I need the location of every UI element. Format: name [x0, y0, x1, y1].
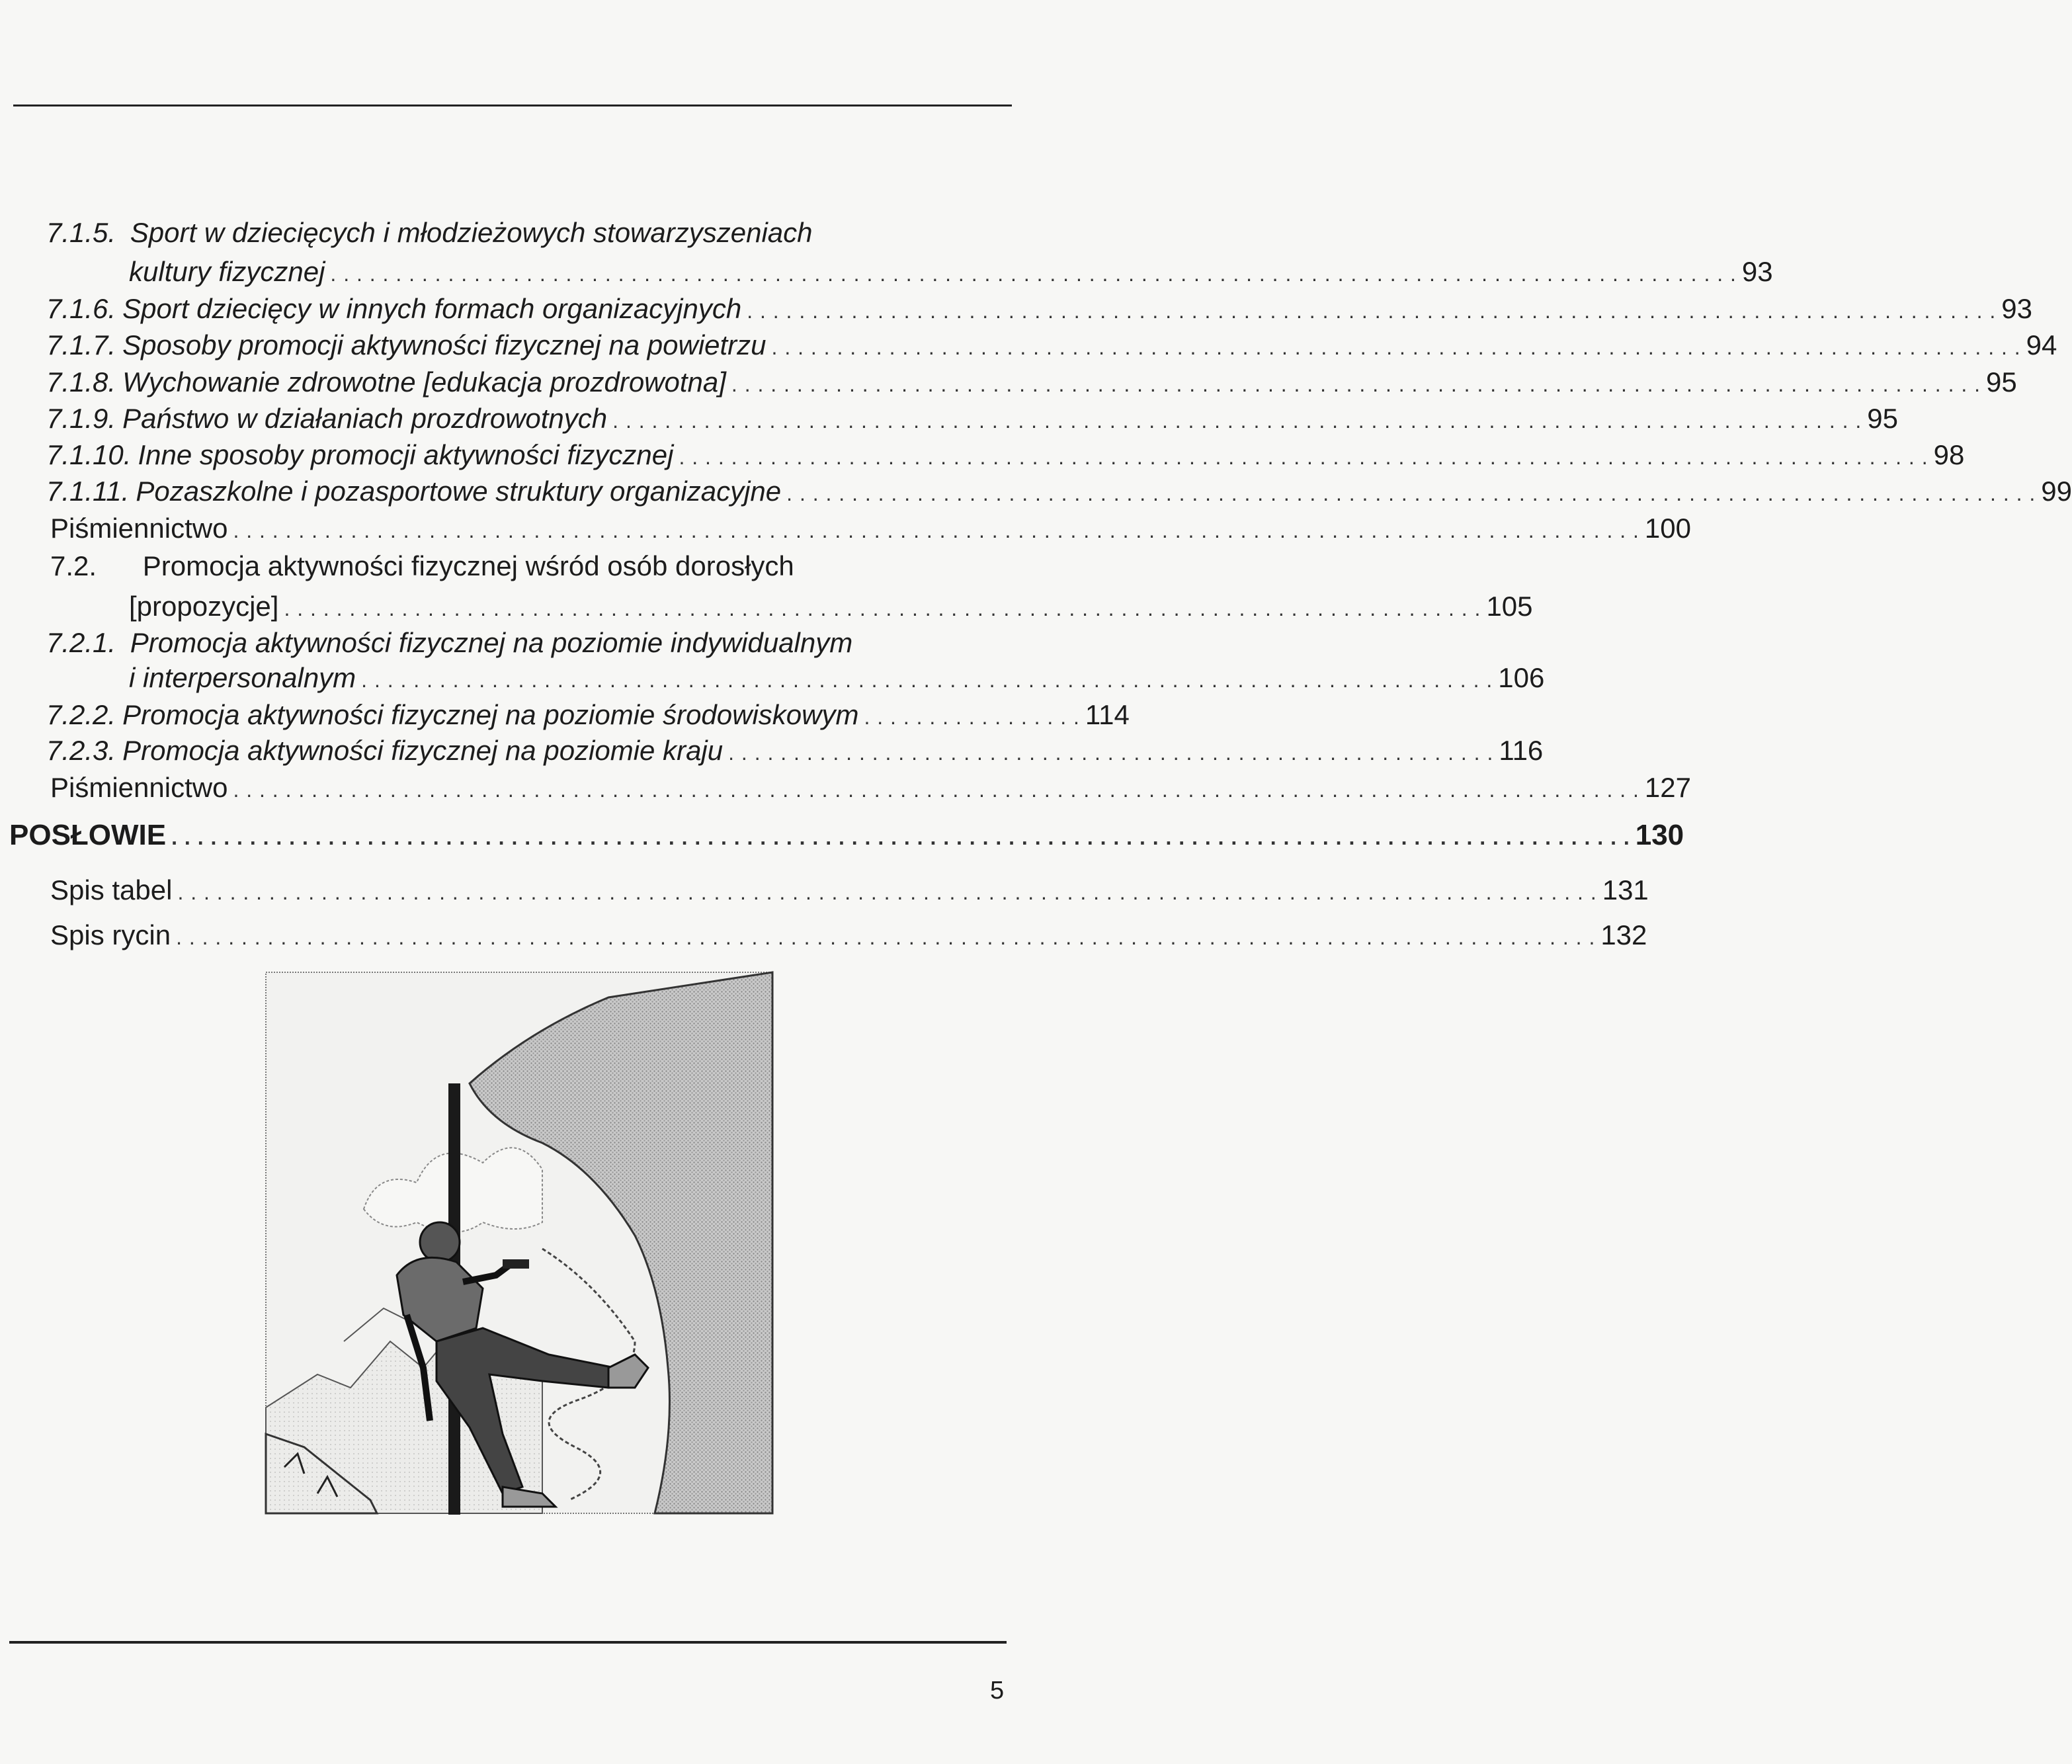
toc-page: 114 [1085, 699, 1130, 730]
toc-leader-dots: . . . . . . . . . . . . . . . . . [864, 705, 1080, 729]
toc-entry-7-1-7[interactable] [46, 329, 2057, 360]
toc-number: 7.2.1. [46, 627, 116, 658]
toc-entry-7-1-11[interactable] [46, 476, 2072, 507]
toc-entry-7-1-5[interactable] [46, 217, 813, 249]
toc-page: 127 [1644, 772, 1691, 803]
toc-leader-dots: . . . . . . . . . . . . . . . . . . . . . . . . . . . . . . . . . . . . . . . . . . . . . . . . . . . . . . . . . . . . . . . . . . . . . . . . . . . . . . . . . . . . . . . . . . . . . . . . . . . . . . . . . . . . [233, 519, 1639, 542]
toc-title: Promocja aktywności fizycznej wśród osób dorosłych [142, 550, 794, 581]
toc-page: 132 [1600, 919, 1647, 950]
toc-title: Promocja aktywności fizycznej na poziomie kraju [122, 735, 724, 766]
toc-number: 7.1.6. [46, 293, 116, 324]
toc-entry-7-1-8[interactable] [46, 366, 2017, 398]
toc-title: Piśmiennictwo [50, 513, 228, 544]
toc-title: POSŁOWIE [9, 819, 167, 851]
toc-entry-7-1-5-cont[interactable] [129, 256, 1773, 287]
toc-title: Spis tabel [50, 874, 173, 905]
toc-entry-list-of-tables[interactable] [50, 874, 1649, 905]
toc-page: 100 [1644, 513, 1691, 544]
toc-page: 95 [1986, 366, 2017, 398]
toc-entry-7-1-10[interactable] [46, 439, 1965, 470]
climber-illustration [265, 971, 774, 1515]
toc-page: 98 [1933, 439, 1965, 470]
toc-title: Sposoby promocji aktywności fizycznej na powietrzu [122, 329, 767, 360]
toc-title: Sport w dziecięcych i młodzieżowych stowarzyszeniach [130, 217, 813, 248]
page-number: 5 [990, 1677, 1005, 1704]
toc-entry-7-2-cont[interactable] [129, 591, 1533, 622]
toc-title: Promocja aktywności fizycznej na poziomie indywidualnym [130, 627, 853, 658]
toc-title: Wychowanie zdrowotne [edukacja prozdrowotna] [122, 366, 726, 398]
toc-number: 7.1.5. [46, 217, 116, 248]
toc-entry-list-of-figures[interactable] [50, 919, 1647, 950]
toc-leader-dots: . . . . . . . . . . . . . . . . . . . . . . . . . . . . . . . . . . . . . . . . . . . . . . . . . . . . . . . . . . . . . . . . . . . . . . . . . . . . . . . . . . . . . . . . . . . . . . . . [612, 409, 1862, 433]
toc-number: 7.1.8. [46, 366, 116, 398]
toc-title: Sport dziecięcy w innych formach organizacyjnych [122, 293, 742, 324]
toc-leader-dots: . . . . . . . . . . . . . . . . . . . . . . . . . . . . . . . . . . . . . . . . . . . . . . . . . . . . . . . . . . . . . . . . . . . . . . . . . . . . . . . . . . . . . . . . . . . . [284, 597, 1481, 620]
toc-leader-dots: . . . . . . . . . . . . . . . . . . . . . . . . . . . . . . . . . . . . . . . . . . . . . . . . . . . . . . . . . . . . . . . . . . . . . . . . . . . . . . . . . . . . . . . . . . . . . . . . . . . . . . . . . . . . . . . . [171, 825, 1630, 849]
toc-page: 99 [2041, 476, 2072, 507]
toc-page: 106 [1498, 662, 1545, 693]
toc-number: 7.1.7. [46, 329, 116, 360]
toc-entry-7-2-2[interactable] [46, 699, 1130, 730]
toc-number: 7.2. [50, 550, 97, 581]
toc-entry-7-2-1-cont[interactable] [129, 662, 1545, 693]
toc-page: 93 [1741, 256, 1773, 287]
toc-leader-dots: . . . . . . . . . . . . . . . . . . . . . . . . . . . . . . . . . . . . . . . . . . . . . . . . . . . . . . . . . . . . . . . . . . . . . . . . . . . . . . . . . . . . . . . . . . . . . . . . [771, 335, 2021, 359]
toc-title: Promocja aktywności fizycznej na poziomie środowiskowym [122, 699, 859, 730]
toc-entry-afterword[interactable] [9, 819, 1684, 851]
toc-page: 94 [2026, 329, 2057, 360]
toc-number: 7.2.3. [46, 735, 116, 766]
toc-number: 7.1.11. [46, 476, 130, 507]
toc-number: 7.1.9. [46, 403, 116, 434]
toc-leader-dots: . . . . . . . . . . . . . . . . . . . . . . . . . . . . . . . . . . . . . . . . . . . . . . . . . . . . . . . . . . . . . . . . . . . . . . . . . . . . . . . . . . . . . . . . . . . . . . . . [786, 482, 2036, 505]
toc-entry-7-2-3[interactable] [46, 735, 1544, 766]
toc-leader-dots: . . . . . . . . . . . . . . . . . . . . . . . . . . . . . . . . . . . . . . . . . . . . . . . . . . . . . . . . . . . . . . . . . . . . . . . . . . . . . . . . . . . . . . . . . . . . . . . . . . . . . . . . . . . . . [176, 925, 1596, 949]
toc-title: Spis rycin [50, 919, 171, 950]
toc-page: 93 [2001, 293, 2033, 324]
toc-title: Pozaszkolne i pozasportowe struktury organizacyjne [136, 476, 782, 507]
toc-leader-dots: . . . . . . . . . . . . . . . . . . . . . . . . . . . . . . . . . . . . . . . . . . . . . . . . . . . . . . . . . . . . . . . . . . . . . . . . . . . . . . . . . . . . . . . . . . . . . . . . . . . . . . . . . . . . . [177, 880, 1597, 904]
toc-entry-7-2-1[interactable] [46, 627, 852, 659]
toc-page: 105 [1486, 591, 1533, 622]
toc-page: 95 [1867, 403, 1898, 434]
toc-entry-7-2[interactable] [50, 550, 794, 582]
toc-leader-dots: . . . . . . . . . . . . . . . . . . . . . . . . . . . . . . . . . . . . . . . . . . . . . . . . . . . . . . . . . . . . . . . . . . . . . . . . . . . . . . . . . . . . . . . [361, 668, 1493, 692]
toc-leader-dots: . . . . . . . . . . . . . . . . . . . . . . . . . . . . . . . . . . . . . . . . . . . . . . . . . . . . . . . . . . . . . . . . . . . . . . . . . . . . . . . . . . . . . . . . . . . . . . . . [731, 372, 1981, 396]
toc-entry-literature-1[interactable] [50, 513, 1691, 544]
toc-entry-7-1-6[interactable] [46, 293, 2033, 324]
toc-number: 7.1.10. [46, 439, 132, 470]
toc-page: 130 [1635, 819, 1684, 851]
toc-page: 116 [1499, 735, 1544, 766]
toc-title: [propozycje] [129, 591, 279, 622]
toc-title: Państwo w działaniach prozdrowotnych [122, 403, 608, 434]
toc-title: Piśmiennictwo [50, 772, 228, 803]
toc-leader-dots: . . . . . . . . . . . . . . . . . . . . . . . . . . . . . . . . . . . . . . . . . . . . . . . . . . . . . . . . . . . . . . . . . . . . . . . . . . . . . . . . . . . . . . . . . . . . . . . . . . . . . . . . . . . . [330, 262, 1737, 286]
toc-title: i interpersonalnym [129, 662, 356, 693]
toc-leader-dots: . . . . . . . . . . . . . . . . . . . . . . . . . . . . . . . . . . . . . . . . . . . . . . . . . . . . . . . . . . . . . . . . . . . . . . . . . . . . . . . . . . . . . . . . . . . . . . . . [679, 445, 1928, 469]
toc-leader-dots: . . . . . . . . . . . . . . . . . . . . . . . . . . . . . . . . . . . . . . . . . . . . . . . . . . . . . . . . . . . . . . . . . . . . . . . . . . . . . . . . . . . . . . . . . . . . . . . . [747, 299, 1997, 323]
bottom-rule [9, 1641, 1007, 1644]
toc-leader-dots: . . . . . . . . . . . . . . . . . . . . . . . . . . . . . . . . . . . . . . . . . . . . . . . . . . . . . . . . . . . . . . . . . . . . . . . . . . . . . . . . . . . . . . . . . . . . . . . . . . . . . . . . . . . . [233, 778, 1639, 802]
toc-entry-literature-2[interactable] [50, 772, 1691, 803]
toc-title: kultury fizycznej [129, 256, 325, 287]
toc-title: Inne sposoby promocji aktywności fizycznej [138, 439, 674, 470]
toc-page: 131 [1602, 874, 1649, 905]
toc-number: 7.2.2. [46, 699, 116, 730]
toc-leader-dots: . . . . . . . . . . . . . . . . . . . . . . . . . . . . . . . . . . . . . . . . . . . . . . . . . . . . . . . . . . . [728, 741, 1494, 765]
toc-entry-7-1-9[interactable] [46, 403, 1898, 434]
